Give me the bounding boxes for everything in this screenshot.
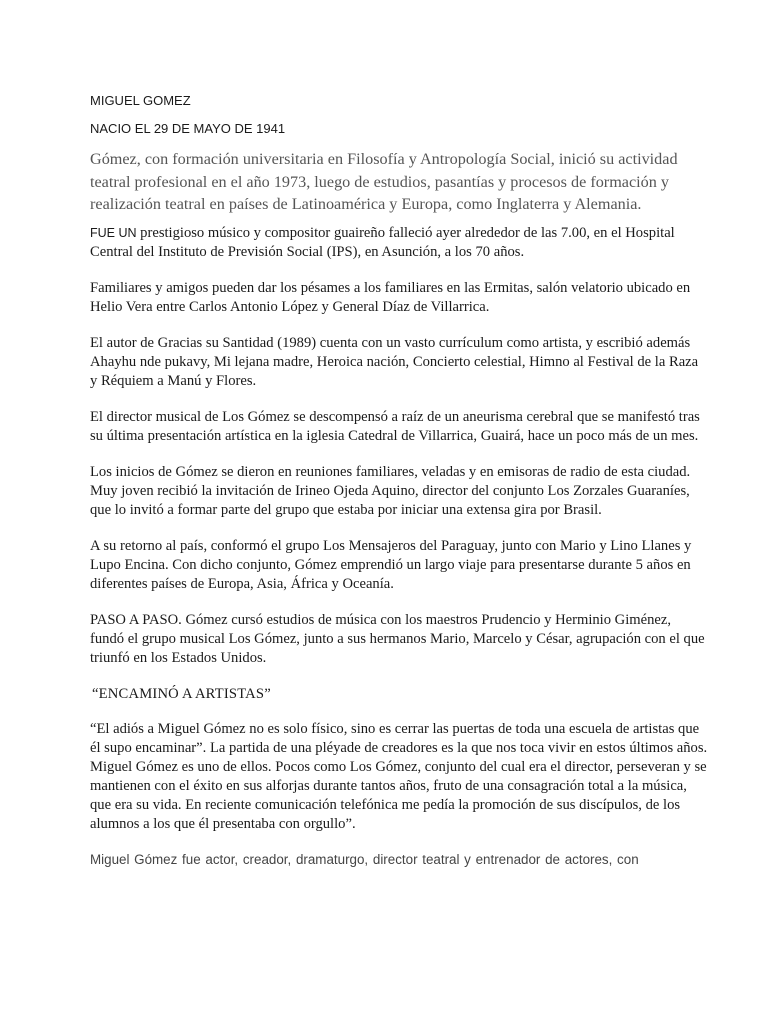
name-heading: MIGUEL GOMEZ xyxy=(90,93,191,108)
paragraph-condolences: Familiares y amigos pueden dar los pésames a los familiares en las Ermitas, salón velatorio ubicado en Helio Vera entre Carlos Antonio López y General Díaz de Villarrica. xyxy=(90,279,691,315)
intro-paragraph: Gómez, con formación universitaria en Filosofía y Antropología Social, inició su actividad teatral profesional en el año 1973, luego de estudios, pasantías y procesos de formación y realización teatral en países de Latinoamérica y Europa, como Inglaterra y Alemania. xyxy=(90,150,678,213)
paragraph-death-notice xyxy=(90,224,708,262)
paragraph-paso-a-paso: PASO A PASO. Gómez cursó estudios de música con los maestros Prudencio y Herminio Giménez, fundó el grupo musical Los Gómez, junto a sus hermanos Mario, Marcelo y César, agrupación con el que triunfó en los Estados Unidos. xyxy=(90,611,705,666)
paragraph-quote: “El adiós a Miguel Gómez no es solo físico, sino es cerrar las puertas de toda una escuela de artistas que él supo encaminar”. La partida de una pléyade de creadores es la que nos toca vivir en estos últimos años. Miguel Gómez es uno de ellos. Pocos como Los Gómez, conjunto del cual era el director, perseveran y se mantienen con el éxito en sus alforjas durante tantos años, fruto de una consagración total a la música, que era su vida. En reciente comunicación telefónica me pedía la promoción de sus discípulos, de los alumnos a los que él presentaba con orgullo”. xyxy=(90,720,708,832)
paragraph-works: El autor de Gracias su Santidad (1989) cuenta con un vasto currículum como artista, y escribió además Ahayhu nde pukavy, Mi lejana madre, Heroica nación, Concierto celestial, Himno al Festival de la Raza y Réquiem a Manú y Flores. xyxy=(90,334,699,389)
paragraph-death-notice-text: prestigioso músico y compositor guaireño falleció ayer alrededor de las 7.00, en el Hospital Central del Instituto de Previsión Social (IPS), en Asunción, a los 70 años. xyxy=(90,224,675,260)
paragraph-final-line: Miguel Gómez fue actor, creador, dramaturgo, director teatral y entrenador de actores, con xyxy=(90,851,639,867)
paragraph-illness: El director musical de Los Gómez se descompensó a raíz de un aneurisma cerebral que se manifestó tras su última presentación artística en la iglesia Catedral de Villarrica, Guairá, hace un poco más de un mes. xyxy=(90,408,700,444)
section-subheading: “ENCAMINÓ A ARTISTAS” xyxy=(92,685,271,702)
paragraph-return: A su retorno al país, conformó el grupo Los Mensajeros del Paraguay, junto con Mario y Lino Llanes y Lupo Encina. Con dicho conjunto, Gómez emprendió un largo viaje para presentarse durante 5 años en diferentes países de Europa, Asia, África y Oceanía. xyxy=(90,537,692,592)
paragraph-lead-caps: FUE UN xyxy=(90,225,137,240)
paragraph-beginnings: Los inicios de Gómez se dieron en reuniones familiares, veladas y en emisoras de radio de esta ciudad. Muy joven recibió la invitación de Irineo Ojeda Aquino, director del conjunto Los Zorzales Guaraníes, que lo invitó a formar parte del grupo que estaba por iniciar una extensa gira por Brasil. xyxy=(90,463,691,518)
birth-date-line: NACIO EL 29 DE MAYO DE 1941 xyxy=(90,121,286,136)
